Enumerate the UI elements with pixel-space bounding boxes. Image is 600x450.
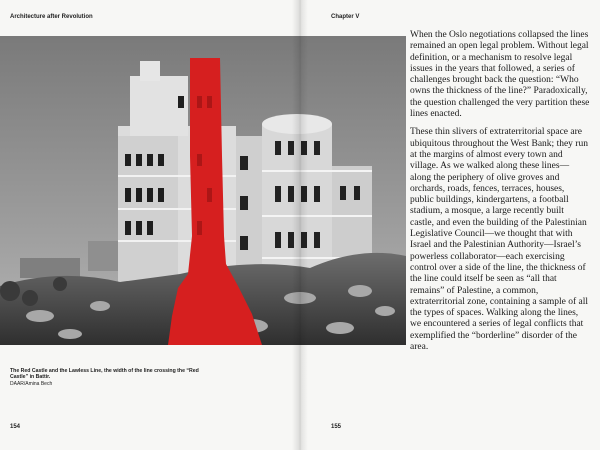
- body-text: [410, 30, 590, 360]
- page-number-left: 154: [10, 424, 21, 430]
- paragraph-1: When the Oslo negotiations collapsed the lines remained an open legal problem. Without legal definition, or a mechanism to resolve legal issues in the years that followed, a series of challenges brought back the question: “Who owns the thickness of the line?” Paradoxically, the question challenged the very partition these lines enacted.: [410, 30, 590, 120]
- caption-title: The Red Castle and the Lawless Line, the width of the line crossing the “Red Castle” in Battir.: [10, 368, 199, 381]
- caption-credit: DAAR/Amina Bech: [10, 380, 53, 387]
- book-gutter-shadow: [292, 0, 308, 450]
- running-head-right: Chapter V: [331, 14, 360, 20]
- running-head-left: Architecture after Revolution: [10, 14, 93, 20]
- page-number-right: 155: [331, 424, 342, 430]
- photo-caption: [10, 368, 210, 387]
- paragraph-2: These thin slivers of extraterritorial space are ubiquitous throughout the West Bank; they run at the margins of almost every town and village. As we walked along these lines—along the periphery of olive groves and orchards, roads, fences, terraces, houses, public buildings, kindergartens, a football stadium, a mosque, a large recently built castle, and even the building of the Palestinian Legislative Council—we thought that with Israel and the Palestinian Authority—Israel’s powerless collaborator—each exercising control over a side of the line, the thickness of the line could itself be seen as “all that remains” of Palestine, a common, extraterritorial zone, containing a sample of all the types of spaces. Walking along the lines, we encountered a series of legal conflicts that exemplified the “borderline” disorder of the area.: [410, 127, 589, 353]
- red-castle-photo: [0, 36, 406, 345]
